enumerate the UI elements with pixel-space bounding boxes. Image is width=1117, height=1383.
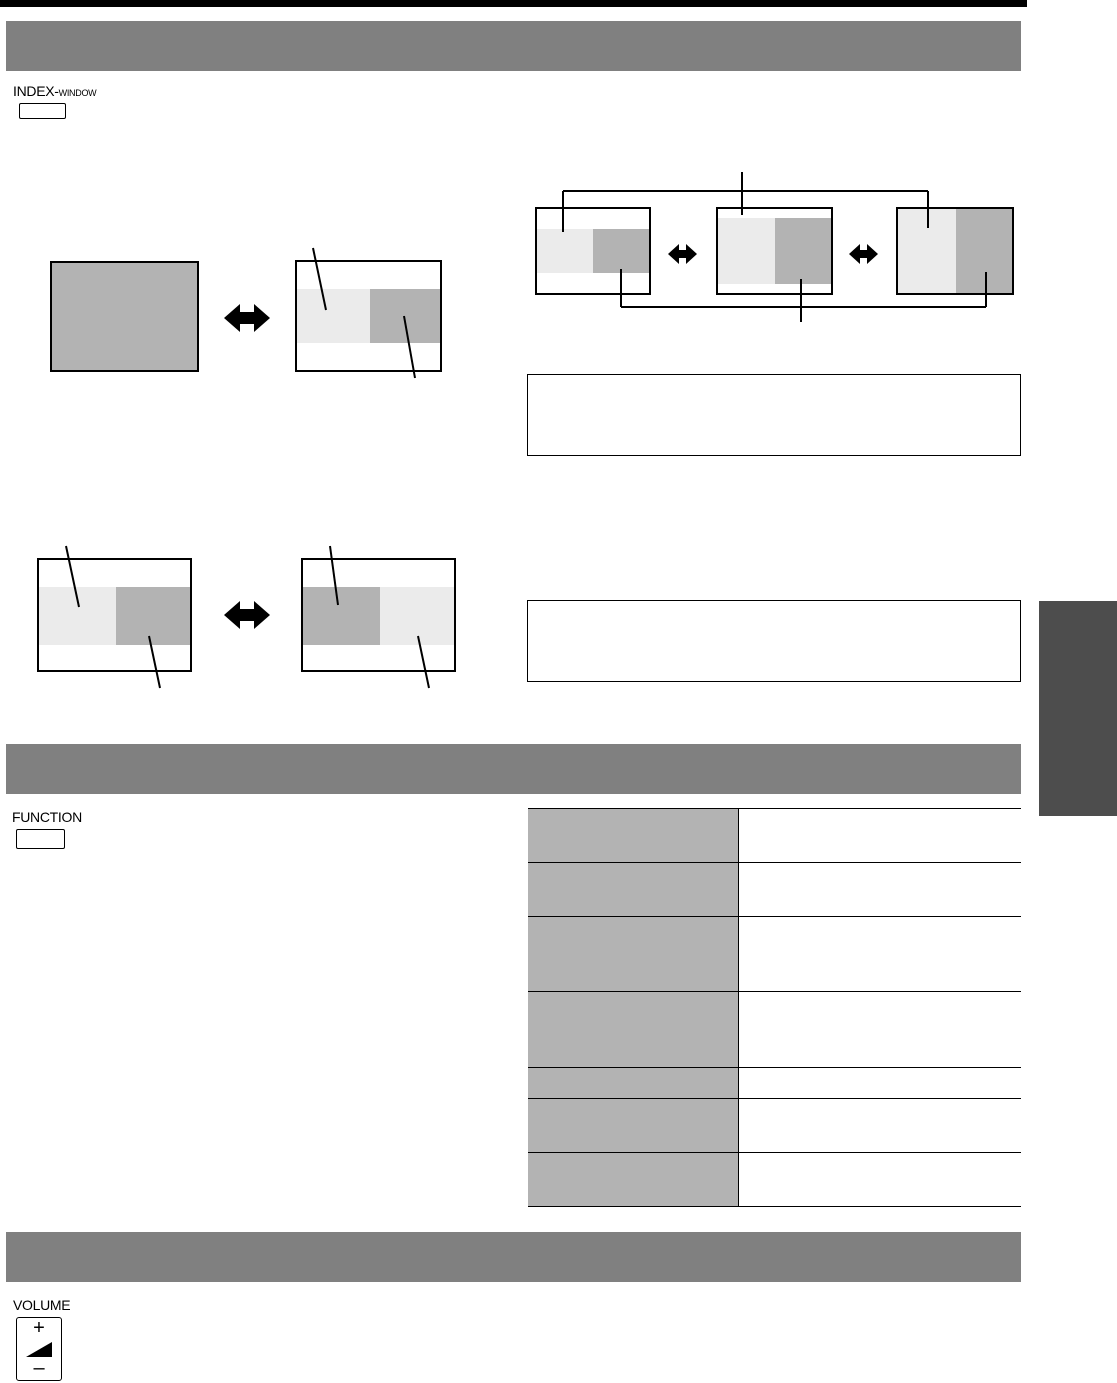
table-row bbox=[528, 1068, 1021, 1099]
table-row bbox=[528, 992, 1021, 1068]
table-row bbox=[528, 809, 1021, 863]
table-row bbox=[528, 917, 1021, 992]
volume-down-icon[interactable]: – bbox=[33, 1357, 45, 1379]
toggle-arrow-4 bbox=[849, 244, 878, 264]
volume-up-icon[interactable]: + bbox=[33, 1317, 45, 1339]
table-row bbox=[528, 863, 1021, 917]
table-row bbox=[528, 1099, 1021, 1153]
function-button[interactable] bbox=[16, 829, 65, 849]
index-window-button-label: INDEX-WINDOW bbox=[13, 83, 97, 99]
toggle-arrow-3 bbox=[668, 244, 697, 264]
volume-button[interactable] bbox=[16, 1317, 62, 1381]
toggle-arrow-1 bbox=[224, 304, 270, 332]
toggle-arrow-2 bbox=[224, 601, 270, 629]
function-button-label: FUNCTION bbox=[12, 809, 82, 825]
function-table bbox=[528, 808, 1021, 1207]
volume-button-label: VOLUME bbox=[13, 1297, 71, 1313]
table-row bbox=[528, 1153, 1021, 1207]
